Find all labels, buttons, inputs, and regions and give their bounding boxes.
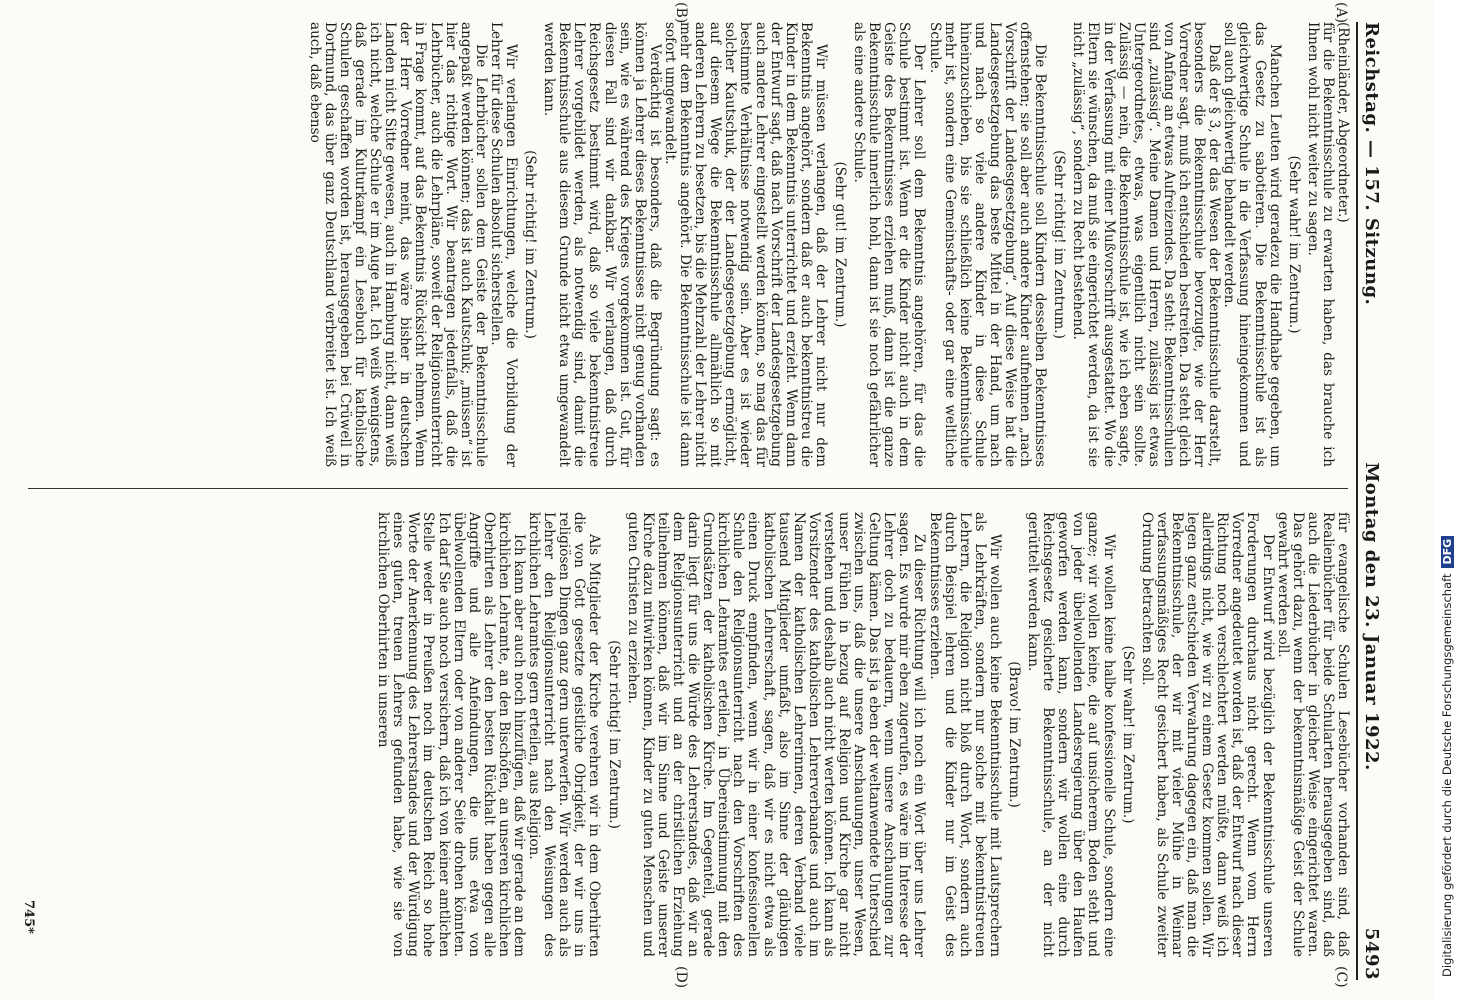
paragraph: Die Lehrbücher sollen dem Geiste der Bekenntnisschule angepaßt werden können; das ist auch Kautschuk; „müssen“ ist hier das richtige Wort. Wir beantragen jedenfalls, daß die Lehrbücher, auch die Lehrpläne, soweit der Religionsunterricht in Frage kommt, auf das Bekenntnis Rücksicht nehmen. Wenn der Herr Vorredner meint, das wäre bisher in deutschen Landen nicht Sitte gewesen, auch in Hamburg nicht, dann weiß ich nicht, welche Schule er im Auge hat. Ich weiß wenigstens, daß gerade im Kulturkampf ein Lesebuch für katholische Schulen geschaffen worden ist, herausgegeben bei Crüwell in Dortmund, das über ganz Deutschland verbreitet ist. Ich weiß auch, daß ebenso	[306, 22, 489, 467]
paragraph: Wir verlangen Einrichtungen, welche die Vorbildung der Lehrer für diese Schulen absolut sicherstellen.	[487, 22, 520, 467]
paragraph: Ich kann aber auch noch hinzufügen, daß wir gerade an dem kirchlichen Lehramte, an den Bischöfen, an unseren kirchlichen Oberhirten als Lehrer den besten Rückhalt haben gegen alle Angriffe und alle Anfeindungen, die uns etwa von übelwollenden Eltern oder von anderer Seite drohen könnten. Ich darf Sie auch noch versichern, daß ich von keiner amtlichen Stelle weder in Preußen noch im deutschen Reich so hohe Worte der Anerkennung des Lehrerstandes und der Würdigung eines guten, treuen Lehrers gefunden habe, wie sie von kirchlichen Oberhirten in unseren	[375, 512, 528, 957]
right-column	[20, 512, 1350, 957]
dfg-logo: DFG	[1441, 536, 1454, 568]
interjection: (Bravo! im Zentrum.)	[1006, 661, 1023, 808]
paragraph: Die Bekenntnisschule soll Kindern desselben Bekenntnisses offenstehen; sie soll aber auch andere Kinder aufnehmen „nach Vorschrift der Landesgesetzgebung“. Auf diese Weise hat die Landesgesetzgebung das beste Mittel in der Hand, um nach und nach so viele andere Kinder in diese Schule hineinzuschieben, bis sie schließlich keine Bekenntnisschule mehr ist, sondern eine Gemeinschafts- oder gar eine weltliche Schule.	[926, 22, 1049, 467]
paragraph: Der Entwurf wird bezüglich der Bekenntnisschule unseren Forderungen durchaus nicht gerecht. Wenn vom Herrn Vorredner angedeutet worden ist, daß der Entwurf nach dieser Richtung noch verschlechtert werden müßte, dann weiß ich allerdings nicht, wie wir zu einem Gesetz kommen sollen. Wir legen ganz entschieden Verwahrung dagegen ein, daß man die Bekenntnisschule, der wir mit vieler Mühe in Weimar verfassungsmäßiges Recht gesichert haben, als Schule zweiter Ordnung betrachten soll.	[1138, 512, 1276, 957]
page-header	[1356, 22, 1384, 980]
paragraph: Der Lehrer soll dem Bekenntnis angehören, für das die Schule bestimmt ist. Wenn er die Kinder nicht auch in dem Geiste des Bekenntnisses erziehen muß, dann ist die ganze Bekenntnisschule innerlich hohl, dann ist sie noch gefährlicher als eine andere Schule.	[851, 22, 928, 467]
paragraph: für evangelische Schulen Lesebücher vorhanden sind, daß Realienbücher für beide Schularten herausgegeben sind, daß auch die Liederbücher in gleicher Weise eingerichtet waren. Das gehört dazu, wenn der bekenntnismäßige Geist der Schule gewahrt werden soll.	[1274, 512, 1351, 957]
interjection: (Sehr richtig! im Zentrum.)	[522, 150, 539, 339]
page-number: 5493	[1360, 927, 1382, 980]
interjection: (Sehr richtig! im Zentrum.)	[605, 640, 622, 829]
digitization-credit	[1400, 0, 1454, 1000]
paragraph: Verdächtig ist besonders, daß die Begründung sagt: es können ja Lehrer dieses Bekenntnisses nicht genug vorhanden sein, wie es während des Krieges vorgekommen ist. Gut, für diesen Fall sind wir dankbar. Wir verlangen, daß durch Reichsgesetz bestimmt wird, daß so viele bekenntnistreue Lehrer vorgebildet werden, als notwendig sind, damit die Bekenntnisschule aus diesem Grunde nicht etwa umgewandelt werden kann.	[541, 22, 663, 467]
paragraph: Wir wollen auch keine Bekenntnisschule mit Lautsprechern als Lehrkräften, sondern nur solche mit bekenntnistreuen Lehrern, die Religion nicht bloß durch Wort, sondern auch durch Beispiel lehren und die Kinder nur im Geist des Bekenntnisses erziehen.	[926, 512, 1003, 957]
paragraph: für die Bekenntnisschule zu erwarten haben, das brauche ich Ihnen wohl nicht weiter zu sagen.	[1304, 22, 1336, 467]
margin-mark-b: (B)	[673, 2, 689, 24]
margin-mark-a: (A)	[1333, 2, 1349, 24]
header-date: Montag den 23. Januar 1922.	[1360, 462, 1382, 771]
paragraph: Wir müssen verlangen, daß der Lehrer nicht nur dem Bekenntnis angehört, sondern daß er auch bekenntnistreu die Kinder in dem Bekenntnis unterrichtet und erzieht. Wenn dann der Entwurf sagt, daß nach Vorschrift der Landesgesetzgebung auch andere Lehrer eingestellt werden können, so mag das für bestimmte Verhältnisse notwendig sein. Aber es ist wieder solcher Kautschuk, der der Landesgesetzgebung ermöglicht, auf diesem Wege die Bekenntnisschule allmählich so mit anderen Lehrern zu besetzen, bis die Mehrzahl der Lehrer nicht mehr dem Bekenntnis angehört. Die Bekenntnisschule ist dann sofort umgewandelt.	[661, 22, 829, 467]
column-divider	[28, 488, 1348, 489]
margin-mark-c: (C)	[1333, 966, 1349, 988]
paragraph: Zu dieser Richtung will ich noch ein Wort über uns Lehrer sagen. Es wurde mir eben zugerufen, es wäre im Interesse der Lehrer doch zu bedauern, wenn unsere Anschauungen zur Geltung kämen. Das ist ja eben der weltanwendete Unterschied zwischen uns, daß die unsere Anschauungen, unser Wesen, unser Fühlen in bezug auf Religion und Kirche gar nicht verstehen und deshalb auch nicht werten können. Ich kann als Vorsitzender des katholischen Lehrerverbandes und auch im Namen der katholischen Lehrerinnen, deren Verband viele tausend Mitglieder umfaßt, also im Sinne der gläubigen katholischen Lehrerschaft, sagen, daß wir es nicht etwa als einen Druck empfinden, wenn wir in einer konfessionellen Schule den Religionsunterricht nach den Vorschriften des kirchlichen Lehramtes erteilen, in Übereinstimmung mit den Grundsätzen der katholischen Kirche. Im Gegenteil, gerade darin liegt für uns die Würde des Lehrerstandes, daß wir an dem Religionsunterricht und an der christlichen Erziehung teilnehmen können, daß wir im Sinne und Geiste unserer Kirche dazu mitwirken können, Kinder zu guten Menschen und guten Christen zu erziehen.	[624, 512, 928, 957]
rotated-page-content	[8, 0, 1388, 1000]
margin-mark-d: (D)	[673, 966, 689, 989]
speaker-line: (Rheinländer, Abgeordneter.)	[1335, 22, 1351, 223]
paragraph: Wir wollen keine halbe konfessionelle Schule, sondern eine ganze; wir wollen keine, die auf unsicherem Boden steht und von jeder übelwollenden Landesregierung über den Haufen geworfen werden kann, sondern wir wollen eine durch Reichsgesetz gesicherte Bekenntnisschule, an der nicht gerüttelt werden kann.	[1025, 512, 1117, 957]
interjection: (Sehr richtig! im Zentrum.)	[1051, 150, 1068, 339]
paragraph: Daß der § 3, der das Wesen der Bekenntnisschule darstellt, besonders die Bekenntnisschule bevorzugte, wie der Herr Vorredner sagt, muß ich entschieden bestreiten. Da steht gleich von Anfang an etwas Aufreizendes. Da steht: Bekenntnisschulen sind „zulässig“. Meine Damen und Herren, zulässig ist etwas Untergeordnetes, etwas, was eigentlich nicht sein sollte. Zulässig — nein, die Bekenntnisschule ist, wie ich eben sagte, in der Verfassung mit einer Mußvorschrift ausgestattet. Wo die Eltern sie wünschen, da muß sie eingerichtet werden, da ist sie nicht „zulässig“, sondern zu Recht bestehend.	[1070, 22, 1223, 467]
credit-text: Digitalisierung gefördert durch die Deutsche Forschungsgemeinschaft	[1440, 573, 1454, 977]
interjection: (Sehr wahr! im Zentrum.)	[1119, 645, 1136, 824]
paragraph: Als Mitglieder der Kirche verehren wir in dem Oberhirten die von Gott gesetzte geistliche Obrigkeit, der wir uns in religiösen Dingen ganz gern unterwerfen. Wir werden auch als Lehrer den Religionsunterricht nach den Weisungen des kirchlichen Lehramtes gern erteilen, aus Religion.	[526, 512, 603, 957]
interjection: (Sehr wahr! im Zentrum.)	[1285, 155, 1302, 334]
left-column	[20, 22, 1350, 467]
interjection: (Sehr gut! im Zentrum.)	[832, 161, 848, 328]
paragraph: Manchen Leuten wird geradezu die Handhabe gegeben, um das Gesetz zu sabotieren. Die Bekenntnisschule ist als gleichwertige Schule in die Verfassung hineingekommen und soll auch gleichwertig behandelt werden.	[1221, 22, 1283, 467]
header-left: Reichstag. — 157. Sitzung.	[1360, 22, 1382, 306]
sheet-signature: 745*	[21, 900, 36, 934]
